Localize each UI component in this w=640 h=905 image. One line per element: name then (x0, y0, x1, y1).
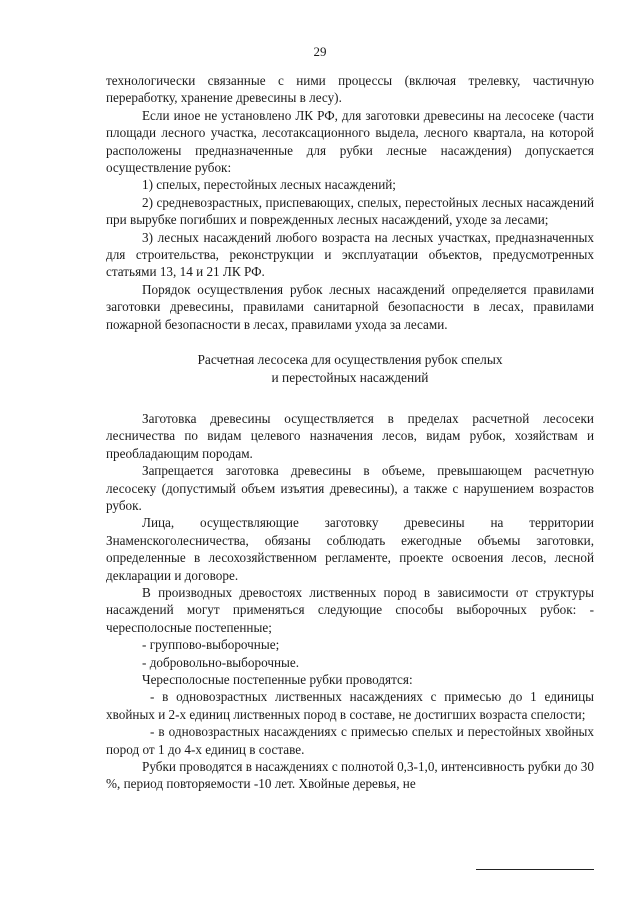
paragraph: Порядок осуществления рубок лесных насаждений определяется правилами заготовки древесины, правилами санитарной безопасности в лесах, правилами пожарной безопасности в лесах, правилами ухода за лесами. (106, 281, 594, 332)
paragraph: технологически связанные с ними процессы (включая трелевку, частичную переработку, хранение древесины в лесу). (106, 73, 594, 106)
paragraph: Если иное не установлено ЛК РФ, для заготовки древесины на лесосеке (части площади лесного участка, лесотаксационного выдела, лесного квартала, на которой расположены предназначенные для рубки лесные насаждения) допускается осуществление рубок: (106, 107, 594, 176)
list-item: 1) спелых, перестойных лесных насаждений; (142, 177, 396, 193)
section-heading-line: и перестойных насаждений (271, 369, 429, 385)
paragraph: Рубки проводятся в насаждениях с полнотой 0,3-1,0, интенсивность рубки до 30 %, период повторяемости -10 лет. Хвойные деревья, не (106, 759, 594, 792)
list-item: - добровольно-выборочные. (142, 654, 300, 670)
list-item: - в одновозрастных насаждениях с примесью спелых и перестойных хвойных пород от 1 до 4-х единиц в составе. (106, 724, 594, 757)
paragraph: Заготовка древесины осуществляется в пределах расчетной лесосеки лесничества по видам целевого назначения лесов, видам рубок, хозяйствам и преобладающим породам. (106, 410, 594, 461)
page-number: 29 (313, 44, 327, 59)
list-item: 3) лесных насаждений любого возраста на лесных участках, предназначенных для строительства, реконструкции и эксплуатации объектов, предусмотренных статьями 13, 14 и 21 ЛК РФ. (106, 229, 594, 280)
section-heading-line: Расчетная лесосека для осуществления рубок спелых (197, 352, 503, 368)
list-item: - группово-выборочные; (142, 637, 280, 653)
list-item: 2) средневозрастных, приспевающих, спелых, перестойных лесных насаждений при вырубке погибших и поврежденных лесных насаждений, уходе за лесами; (106, 194, 594, 228)
paragraph: Чересполосные постепенные рубки проводятся: (142, 672, 413, 687)
document-body (106, 72, 594, 793)
paragraph: Лица, осуществляющие заготовку древесины на территории Знаменскоголесничества, обязаны соблюдать ежегодные объемы заготовки, определенные в лесохозяйственном регламенте, проекте освоения лесов, лесной декларации и договоре. (106, 515, 594, 583)
paragraph: В производных древостоях лиственных пород в зависимости от структуры насаждений могут применяться следующие способы выборочных рубок: - чересполосные постепенные; (106, 584, 594, 635)
paragraph: Запрещается заготовка древесины в объеме, превышающем расчетную лесосеку (допустимый объем изъятия древесины), а также с нарушением возрастов рубок. (106, 463, 594, 513)
section-heading (106, 351, 594, 386)
footer-rule (476, 869, 594, 870)
list-item: - в одновозрастных лиственных насаждениях с примесью до 1 единицы хвойных и 2-х единиц лиственных пород в составе, не достигших возраста спелости; (106, 689, 594, 722)
